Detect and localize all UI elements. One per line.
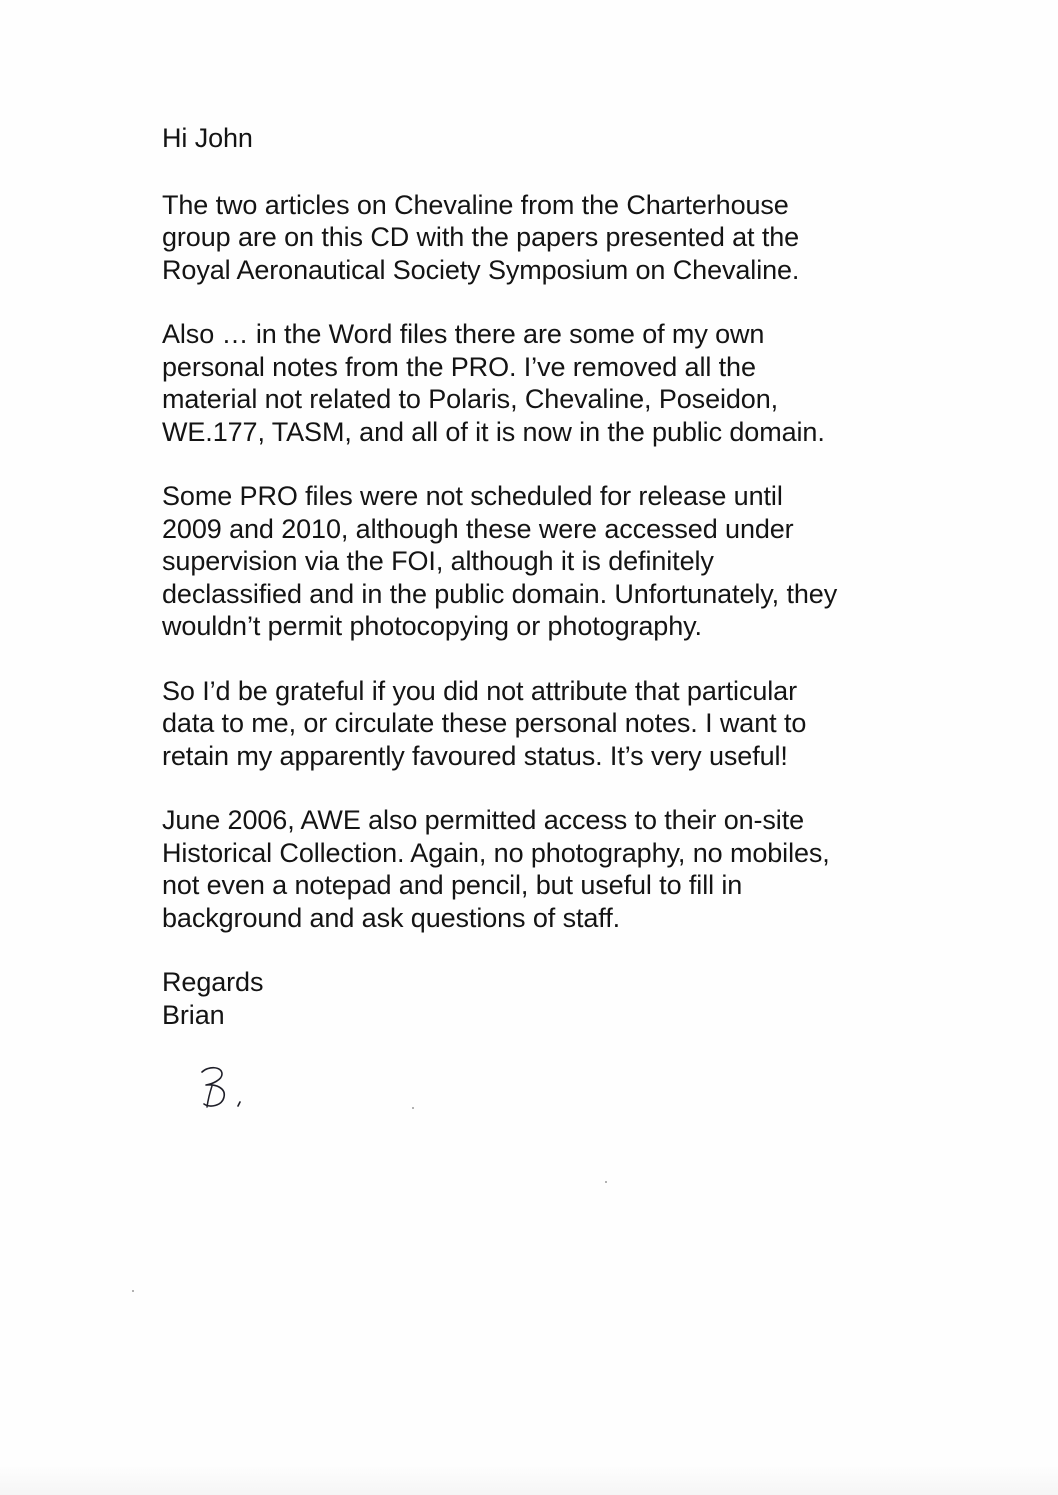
paragraph-line: Some PRO files were not scheduled for release until xyxy=(162,481,783,511)
letter-closing: Regards xyxy=(162,967,264,997)
paragraph-line: supervision via the FOI, although it is definitely xyxy=(162,546,714,576)
letter-paragraph-3 xyxy=(162,480,922,643)
paragraph-line: So I’d be grateful if you did not attribute that particular xyxy=(162,675,797,706)
letter-sender: Brian xyxy=(162,999,225,1030)
paragraph-line: group are on this CD with the papers presented at the xyxy=(162,222,800,252)
letter-closing-block xyxy=(162,966,922,1031)
scan-speck xyxy=(412,1107,414,1109)
signature-drawing xyxy=(196,1062,266,1114)
paragraph-line: Historical Collection. Again, no photography, no mobiles, xyxy=(162,837,830,868)
paragraph-line: declassified and in the public domain. Unfortunately, they xyxy=(162,578,838,609)
scan-edge-shading xyxy=(0,1465,1058,1495)
paragraph-line: personal notes from the PRO. I’ve removed all the xyxy=(162,351,756,382)
scan-speck xyxy=(605,1181,607,1183)
letter-paragraph-1 xyxy=(162,189,922,287)
scan-speck xyxy=(132,1290,134,1292)
letter-paragraph-2 xyxy=(162,318,922,448)
paragraph-line: 2009 and 2010, although these were accessed under xyxy=(162,513,794,544)
paragraph-line: Also … in the Word files there are some of my own xyxy=(162,319,765,349)
letter-paragraph-4 xyxy=(162,675,922,773)
paragraph-line: Royal Aeronautical Society Symposium on Chevaline. xyxy=(162,254,800,285)
letter-paragraph-5 xyxy=(162,804,922,934)
paragraph-line: data to me, or circulate these personal notes. I want to xyxy=(162,708,807,738)
handwritten-signature xyxy=(196,1062,266,1114)
paragraph-line: material not related to Polaris, Chevaline, Poseidon, xyxy=(162,384,779,414)
paragraph-line: WE.177, TASM, and all of it is now in the public domain. xyxy=(162,416,825,447)
paragraph-line: not even a notepad and pencil, but useful to fill in xyxy=(162,870,743,900)
letter-greeting: Hi John xyxy=(162,123,253,153)
letter-body xyxy=(162,122,922,1031)
paragraph-line: wouldn’t permit photocopying or photography. xyxy=(162,611,702,641)
paragraph-line: The two articles on Chevaline from the Charterhouse xyxy=(162,189,789,220)
paragraph-line: retain my apparently favoured status. It’s very useful! xyxy=(162,740,788,771)
paragraph-line: background and ask questions of staff. xyxy=(162,902,621,933)
paragraph-line: June 2006, AWE also permitted access to their on-site xyxy=(162,805,805,835)
